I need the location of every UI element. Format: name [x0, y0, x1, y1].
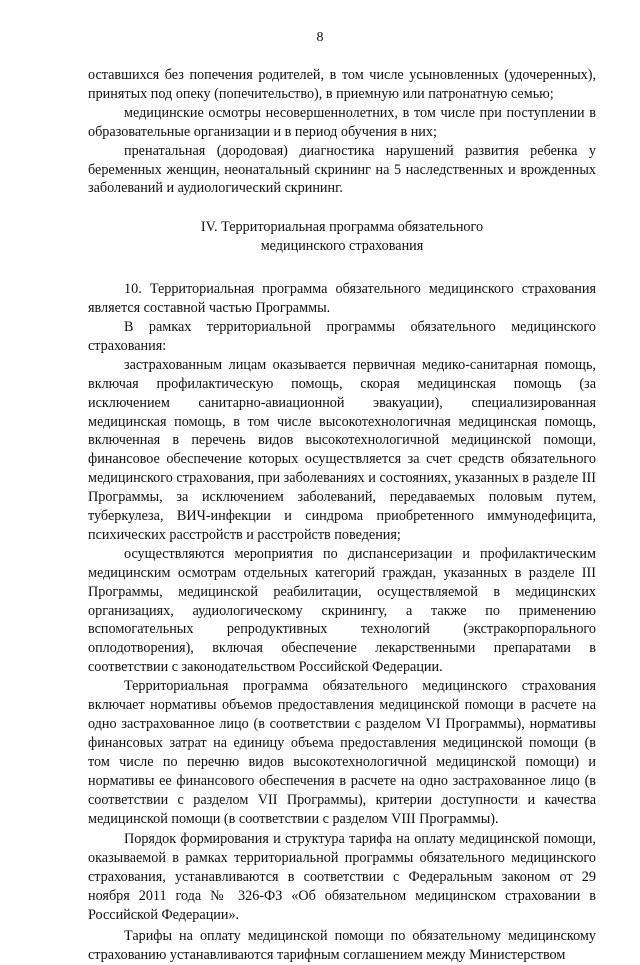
- paragraph: 10. Территориальная программа обязательного медицинского страхования является составной частью Программы.: [88, 281, 596, 317]
- paragraph: застрахованным лицам оказывается первичная медико-санитарная помощь, включая профилактическую помощь, скорая медицинская помощь (за исключением санитарно-авиационной эвакуации), специализированная медицинская помощь, в том числе высокотехнологичная медицинская помощь, включенная в перечень видов высокотехнологичной медицинской помощи, финансовое обеспечение которых осуществляется за счет средств обязательного медицинского страхования, при заболеваниях и состояниях, указанных в разделе III Программы, за исключением заболеваний, передаваемых половым путем, туберкулеза, ВИЧ-инфекции и синдрома приобретенного иммунодефицита, психических расстройств и расстройств поведения;: [88, 356, 596, 543]
- document-body: [88, 66, 596, 965]
- paragraph: Порядок формирования и структура тарифа на оплату медицинской помощи, оказываемой в рамках территориальной программы обязательного медицинского страхования, устанавливаются в соответствии с Федеральным законом от 29 ноября 2011 года № 326-ФЗ «Об обязательном медицинском страховании в Российской Федерации».: [88, 831, 596, 924]
- paragraph: В рамках территориальной программы обязательного медицинского страхования:: [88, 318, 596, 354]
- paragraph: осуществляются мероприятия по диспансеризации и профилактическим медицинским осмотрам отдельных категорий граждан, указанных в разделе III Программы, медицинской реабилитации, осуществляемой в медицинских организациях, аудиологическому скринингу, а также по применению вспомогательных репродуктивных технологий (экстракорпорального оплодотворения), включая обеспечение лекарственными препаратами в соответствии с законодательством Российской Федерации.: [88, 545, 596, 676]
- section-heading-line1: IV. Территориальная программа обязательного: [200, 219, 484, 236]
- paragraph: медицинские осмотры несовершеннолетних, в том числе при поступлении в образовательные организации и в период обучения в них;: [88, 104, 596, 140]
- paragraph-continuation: оставшихся без попечения родителей, в том числе усыновленных (удочеренных), принятых под опеку (попечительство), в приемную или патронатную семью;: [88, 67, 596, 102]
- section-heading: [88, 218, 596, 256]
- paragraph: Тарифы на оплату медицинской помощи по обязательному медицинскому страхованию устанавливаются тарифным соглашением между Министерством: [88, 927, 596, 963]
- page-number: 8: [316, 30, 324, 45]
- paragraph: Территориальная программа обязательного медицинского страхования включает нормативы объемов предоставления медицинской помощи в расчете на одно застрахованное лицо (в соответствии с разделом VI Программы), нормативы финансовых затрат на единицу объема предоставления медицинской помощи (в том числе по перечню видов высокотехнологичной медицинской помощи) и нормативы ее финансового обеспечения в расчете на одно застрахованное лицо (в соответствии с разделом VII Программы), критерии доступности и качества медицинской помощи (в соответствии с разделом VIII Программы).: [88, 678, 596, 827]
- paragraph: пренатальная (дородовая) диагностика нарушений развития ребенка у беременных женщин, неонатальный скрининг на 5 наследственных и врожденных заболеваний и аудиологический скрининг.: [88, 142, 596, 197]
- section-heading-line2: медицинского страхования: [260, 238, 424, 255]
